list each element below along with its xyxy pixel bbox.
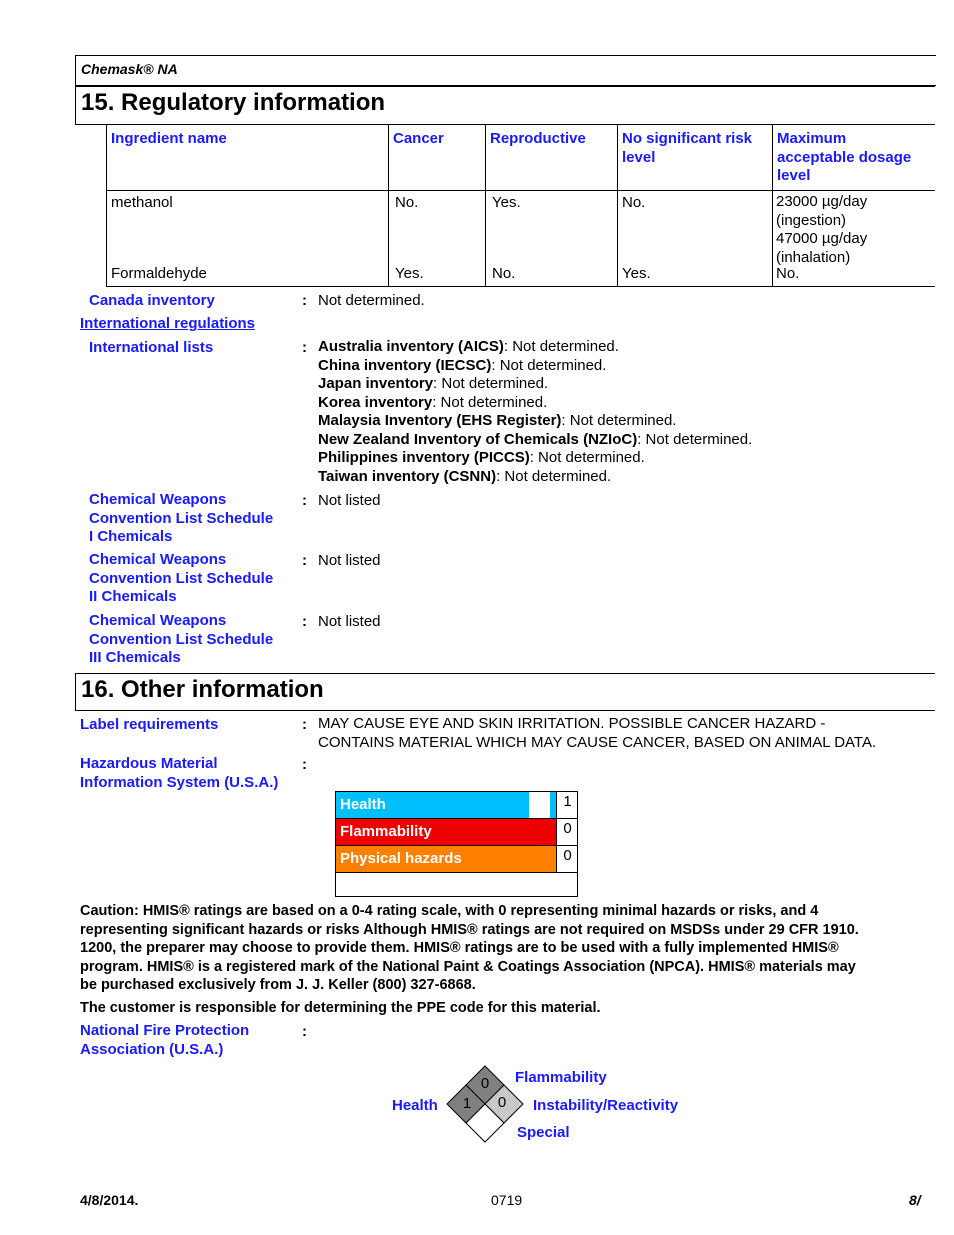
hmis-row-flammability: [336, 819, 578, 845]
hmis-flammability-label: Flammability: [336, 819, 556, 845]
nfpa-instability-value: 0: [497, 1094, 507, 1111]
cwc-schedule-1-label: Chemical Weapons Convention List Schedule I Chemicals: [89, 491, 274, 545]
cwc-schedule-2-value: Not listed: [318, 552, 381, 569]
hmis-row-physical: [336, 846, 578, 872]
table-row-2-madl: No.: [776, 265, 800, 282]
section-16-title: 16. Other information: [75, 673, 935, 711]
colon: :: [302, 492, 307, 509]
list-item: Korea inventory: Not determined.: [318, 393, 548, 411]
section-15-title: 15. Regulatory information: [75, 86, 935, 125]
ppe-note: The customer is responsible for determining the PPE code for this material.: [80, 1000, 601, 1016]
canada-inventory-label: Canada inventory: [89, 292, 215, 309]
col-header-reproductive: Reproductive: [490, 130, 586, 147]
cwc-schedule-2-label: Chemical Weapons Convention List Schedule II Chemicals: [89, 551, 274, 605]
table-row-1-name: methanol: [111, 194, 173, 211]
col-header-madl: Maximum acceptable dosage level: [777, 130, 912, 184]
table-row-2-reproductive: No.: [492, 265, 516, 282]
international-lists-label: International lists: [89, 339, 214, 356]
colon: :: [302, 292, 307, 309]
product-name: Chemask® NA: [81, 61, 178, 77]
hmis-physical-label: Physical hazards: [336, 846, 556, 872]
colon: :: [302, 552, 307, 569]
table-row-1-madl: 23000 µg/day (ingestion) 47000 µg/day (inhalation): [776, 193, 868, 266]
product-header: [75, 55, 936, 86]
col-header-nsrl: No significant risk level: [622, 130, 753, 166]
col-header-ingredient: Ingredient name: [111, 130, 227, 147]
footer-page: 8/: [909, 1192, 921, 1208]
list-item: Taiwan inventory (CSNN): Not determined.: [318, 467, 612, 485]
hmis-row-health: [336, 792, 578, 818]
footer-code: 0719: [491, 1192, 523, 1208]
list-item: Philippines inventory (PICCS): Not determined.: [318, 449, 645, 466]
cwc-schedule-3-label: Chemical Weapons Convention List Schedule III Chemicals: [89, 612, 274, 666]
international-lists: [318, 338, 752, 486]
colon: :: [302, 339, 307, 356]
colon: :: [302, 756, 307, 773]
table-row-1-reproductive: Yes.: [492, 194, 521, 211]
colon: :: [302, 716, 307, 733]
label-requirements-value: MAY CAUSE EYE AND SKIN IRRITATION. POSSIBLE CANCER HAZARD - CONTAINS MATERIAL WHICH MAY CAUSE CANCER, BASED ON ANIMAL DATA.: [318, 715, 877, 751]
canada-inventory-value: Not determined.: [318, 292, 425, 309]
table-row-2-name: Formaldehyde: [111, 265, 207, 282]
hmis-caution: Caution: HMIS® ratings are based on a 0-4 rating scale, with 0 representing minimal hazards or risks, and 4 representing significant hazards or risks Although HMIS® ratings are not required on MSDSs under 29 CFR 1910. 1200, the preparer may choose to provide them. HMIS® ratings are to be used with a fully implemented HMIS® program. HMIS® is a registered mark of the National Paint & Coatings Association (NPCA). HMIS® materials may be purchased exclusively from J. J. Keller (800) 327-6868.: [80, 903, 859, 993]
hmis-physical-value: 0: [556, 846, 578, 872]
nfpa-special-label: Special: [517, 1124, 570, 1141]
hmis-health-label: Health: [336, 792, 529, 818]
nfpa-instability-label: Instability/Reactivity: [533, 1097, 679, 1114]
hmis-flammability-value: 0: [556, 819, 578, 845]
hmis-health-value: 1: [556, 792, 578, 818]
colon: :: [302, 613, 307, 630]
nfpa-flammability-value: 0: [480, 1075, 490, 1092]
table-row-2-nsrl: Yes.: [622, 265, 651, 282]
nfpa-diamond: [445, 1064, 525, 1144]
hmis-label: Hazardous Material Information System (U.S.A.): [80, 755, 279, 791]
nfpa-health-value: 1: [462, 1095, 472, 1112]
list-item: China inventory (IECSC): Not determined.: [318, 356, 607, 374]
list-item: Malaysia Inventory (EHS Register): Not determined.: [318, 412, 677, 429]
cwc-schedule-1-value: Not listed: [318, 492, 381, 509]
list-item: New Zealand Inventory of Chemicals (NZIoC): Not determined.: [318, 430, 753, 448]
nfpa-label: National Fire Protection Association (U.S.A.): [80, 1022, 250, 1058]
nfpa-flammability-label: Flammability: [515, 1069, 607, 1086]
label-requirements-label: Label requirements: [80, 716, 219, 733]
table-row-2-cancer: Yes.: [395, 265, 424, 282]
nfpa-health-label: Health: [392, 1097, 438, 1114]
hmis-health-bar-gap: [529, 792, 549, 818]
colon: :: [302, 1023, 307, 1040]
list-item: Australia inventory (AICS): Not determined.: [318, 338, 619, 355]
footer-date: 4/8/2014.: [80, 1192, 139, 1208]
cwc-schedule-3-value: Not listed: [318, 613, 381, 630]
table-row-1-nsrl: No.: [622, 194, 646, 211]
list-item: Japan inventory: Not determined.: [318, 375, 549, 392]
col-header-cancer: Cancer: [393, 130, 444, 147]
table-row-1-cancer: No.: [395, 194, 419, 211]
international-regulations-link[interactable]: International regulations: [80, 315, 256, 332]
